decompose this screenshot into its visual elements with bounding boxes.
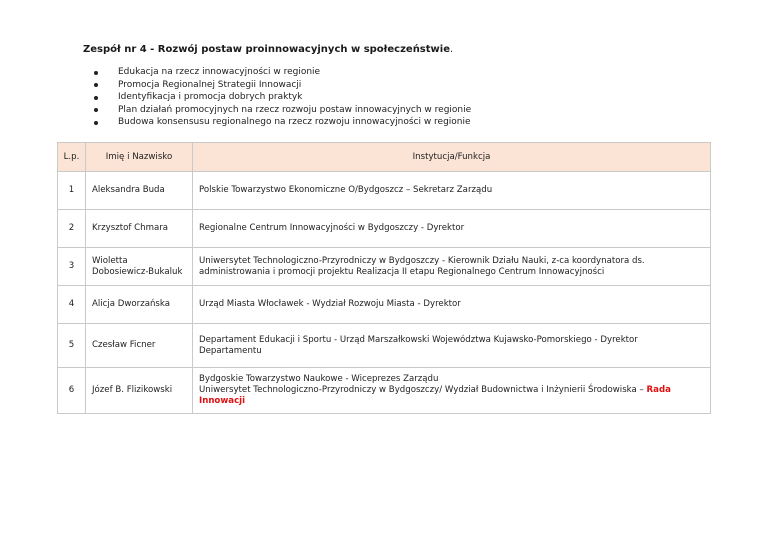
cell-lp: 1 bbox=[58, 172, 86, 210]
table-row bbox=[58, 368, 711, 414]
cell-institution bbox=[193, 324, 711, 368]
topic-list bbox=[118, 66, 471, 129]
list-item bbox=[118, 116, 471, 129]
heading-title: Zespół nr 4 - Rozwój postaw proinnowacyjnych w społeczeństwie bbox=[83, 44, 450, 55]
cell-lp: 4 bbox=[58, 286, 86, 324]
list-item bbox=[118, 104, 471, 117]
cell-institution-text: Uniwersytet Technologiczno-Przyrodniczy w Bydgoszczy/ Wydział Budownictwa i Inżynierii Środowiska – bbox=[199, 385, 647, 395]
cell-institution-line: Bydgoskie Towarzystwo Naukowe - Wiceprezes Zarządu bbox=[199, 374, 439, 384]
cell-institution-line bbox=[199, 385, 710, 396]
highlight-text: Rada bbox=[646, 385, 671, 395]
table-row bbox=[58, 324, 711, 368]
cell-institution bbox=[193, 368, 711, 414]
cell-name: Aleksandra Buda bbox=[86, 172, 193, 210]
cell-institution-line: Departamentu bbox=[199, 345, 262, 356]
cell-lp: 5 bbox=[58, 324, 86, 368]
bullet-icon bbox=[94, 83, 98, 87]
cell-name: Józef B. Flizikowski bbox=[86, 368, 193, 414]
cell-institution: Polskie Towarzystwo Ekonomiczne O/Bydgoszcz – Sekretarz Zarządu bbox=[193, 172, 711, 210]
cell-name: Czesław Ficner bbox=[86, 324, 193, 368]
cell-name bbox=[86, 248, 193, 286]
cell-name-line: Dobosiewicz-Bukaluk bbox=[92, 266, 183, 277]
header-institution: Instytucja/Funkcja bbox=[193, 143, 711, 172]
cell-institution: Urząd Miasta Włocławek - Wydział Rozwoju Miasta - Dyrektor bbox=[193, 286, 711, 324]
cell-name-line: Wioletta bbox=[92, 255, 128, 266]
list-item-text: Edukacja na rzecz innowacyjności w regionie bbox=[118, 67, 321, 77]
header-lp: L.p. bbox=[58, 143, 86, 172]
cell-institution-line: Uniwersytet Technologiczno-Przyrodniczy w Bydgoszczy - Kierownik Działu Nauki, z-ca koordynatora ds. bbox=[199, 255, 645, 266]
table-row bbox=[58, 248, 711, 286]
cell-name: Alicja Dworzańska bbox=[86, 286, 193, 324]
cell-institution bbox=[193, 248, 711, 286]
table-row bbox=[58, 286, 711, 324]
heading-period: . bbox=[450, 44, 454, 55]
bullet-icon bbox=[94, 96, 98, 100]
cell-institution-line: Departament Edukacji i Sportu - Urząd Marszałkowski Województwa Kujawsko-Pomorskiego - Dyrektor bbox=[199, 334, 638, 345]
section-heading bbox=[83, 44, 453, 55]
list-item bbox=[118, 91, 471, 104]
header-name: Imię i Nazwisko bbox=[86, 143, 193, 172]
list-item-text: Identyfikacja i promocja dobrych praktyk bbox=[118, 92, 303, 103]
table-row bbox=[58, 172, 711, 210]
bullet-icon bbox=[94, 121, 98, 125]
bullet-icon bbox=[94, 108, 98, 112]
list-item bbox=[118, 79, 471, 92]
list-item-text: Promocja Regionalnej Strategii Innowacji bbox=[118, 79, 302, 90]
members-table bbox=[57, 142, 711, 414]
list-item bbox=[118, 66, 471, 79]
cell-lp: 3 bbox=[58, 248, 86, 286]
cell-lp: 6 bbox=[58, 368, 86, 414]
table-row bbox=[58, 210, 711, 248]
cell-lp: 2 bbox=[58, 210, 86, 248]
list-item-text: Budowa konsensusu regionalnego na rzecz rozwoju innowacyjności w regionie bbox=[118, 117, 471, 128]
bullet-icon bbox=[94, 71, 98, 75]
list-item-text: Plan działań promocyjnych na rzecz rozwoju postaw innowacyjnych w regionie bbox=[118, 104, 472, 115]
table-header-row bbox=[58, 143, 711, 172]
cell-name: Krzysztof Chmara bbox=[86, 210, 193, 248]
highlight-text: Innowacji bbox=[199, 396, 246, 406]
cell-institution-line: administrowania i promocji projektu Realizacja II etapu Regionalnego Centrum Innowacyjności bbox=[199, 266, 605, 277]
cell-institution: Regionalne Centrum Innowacyjności w Bydgoszczy - Dyrektor bbox=[193, 210, 711, 248]
